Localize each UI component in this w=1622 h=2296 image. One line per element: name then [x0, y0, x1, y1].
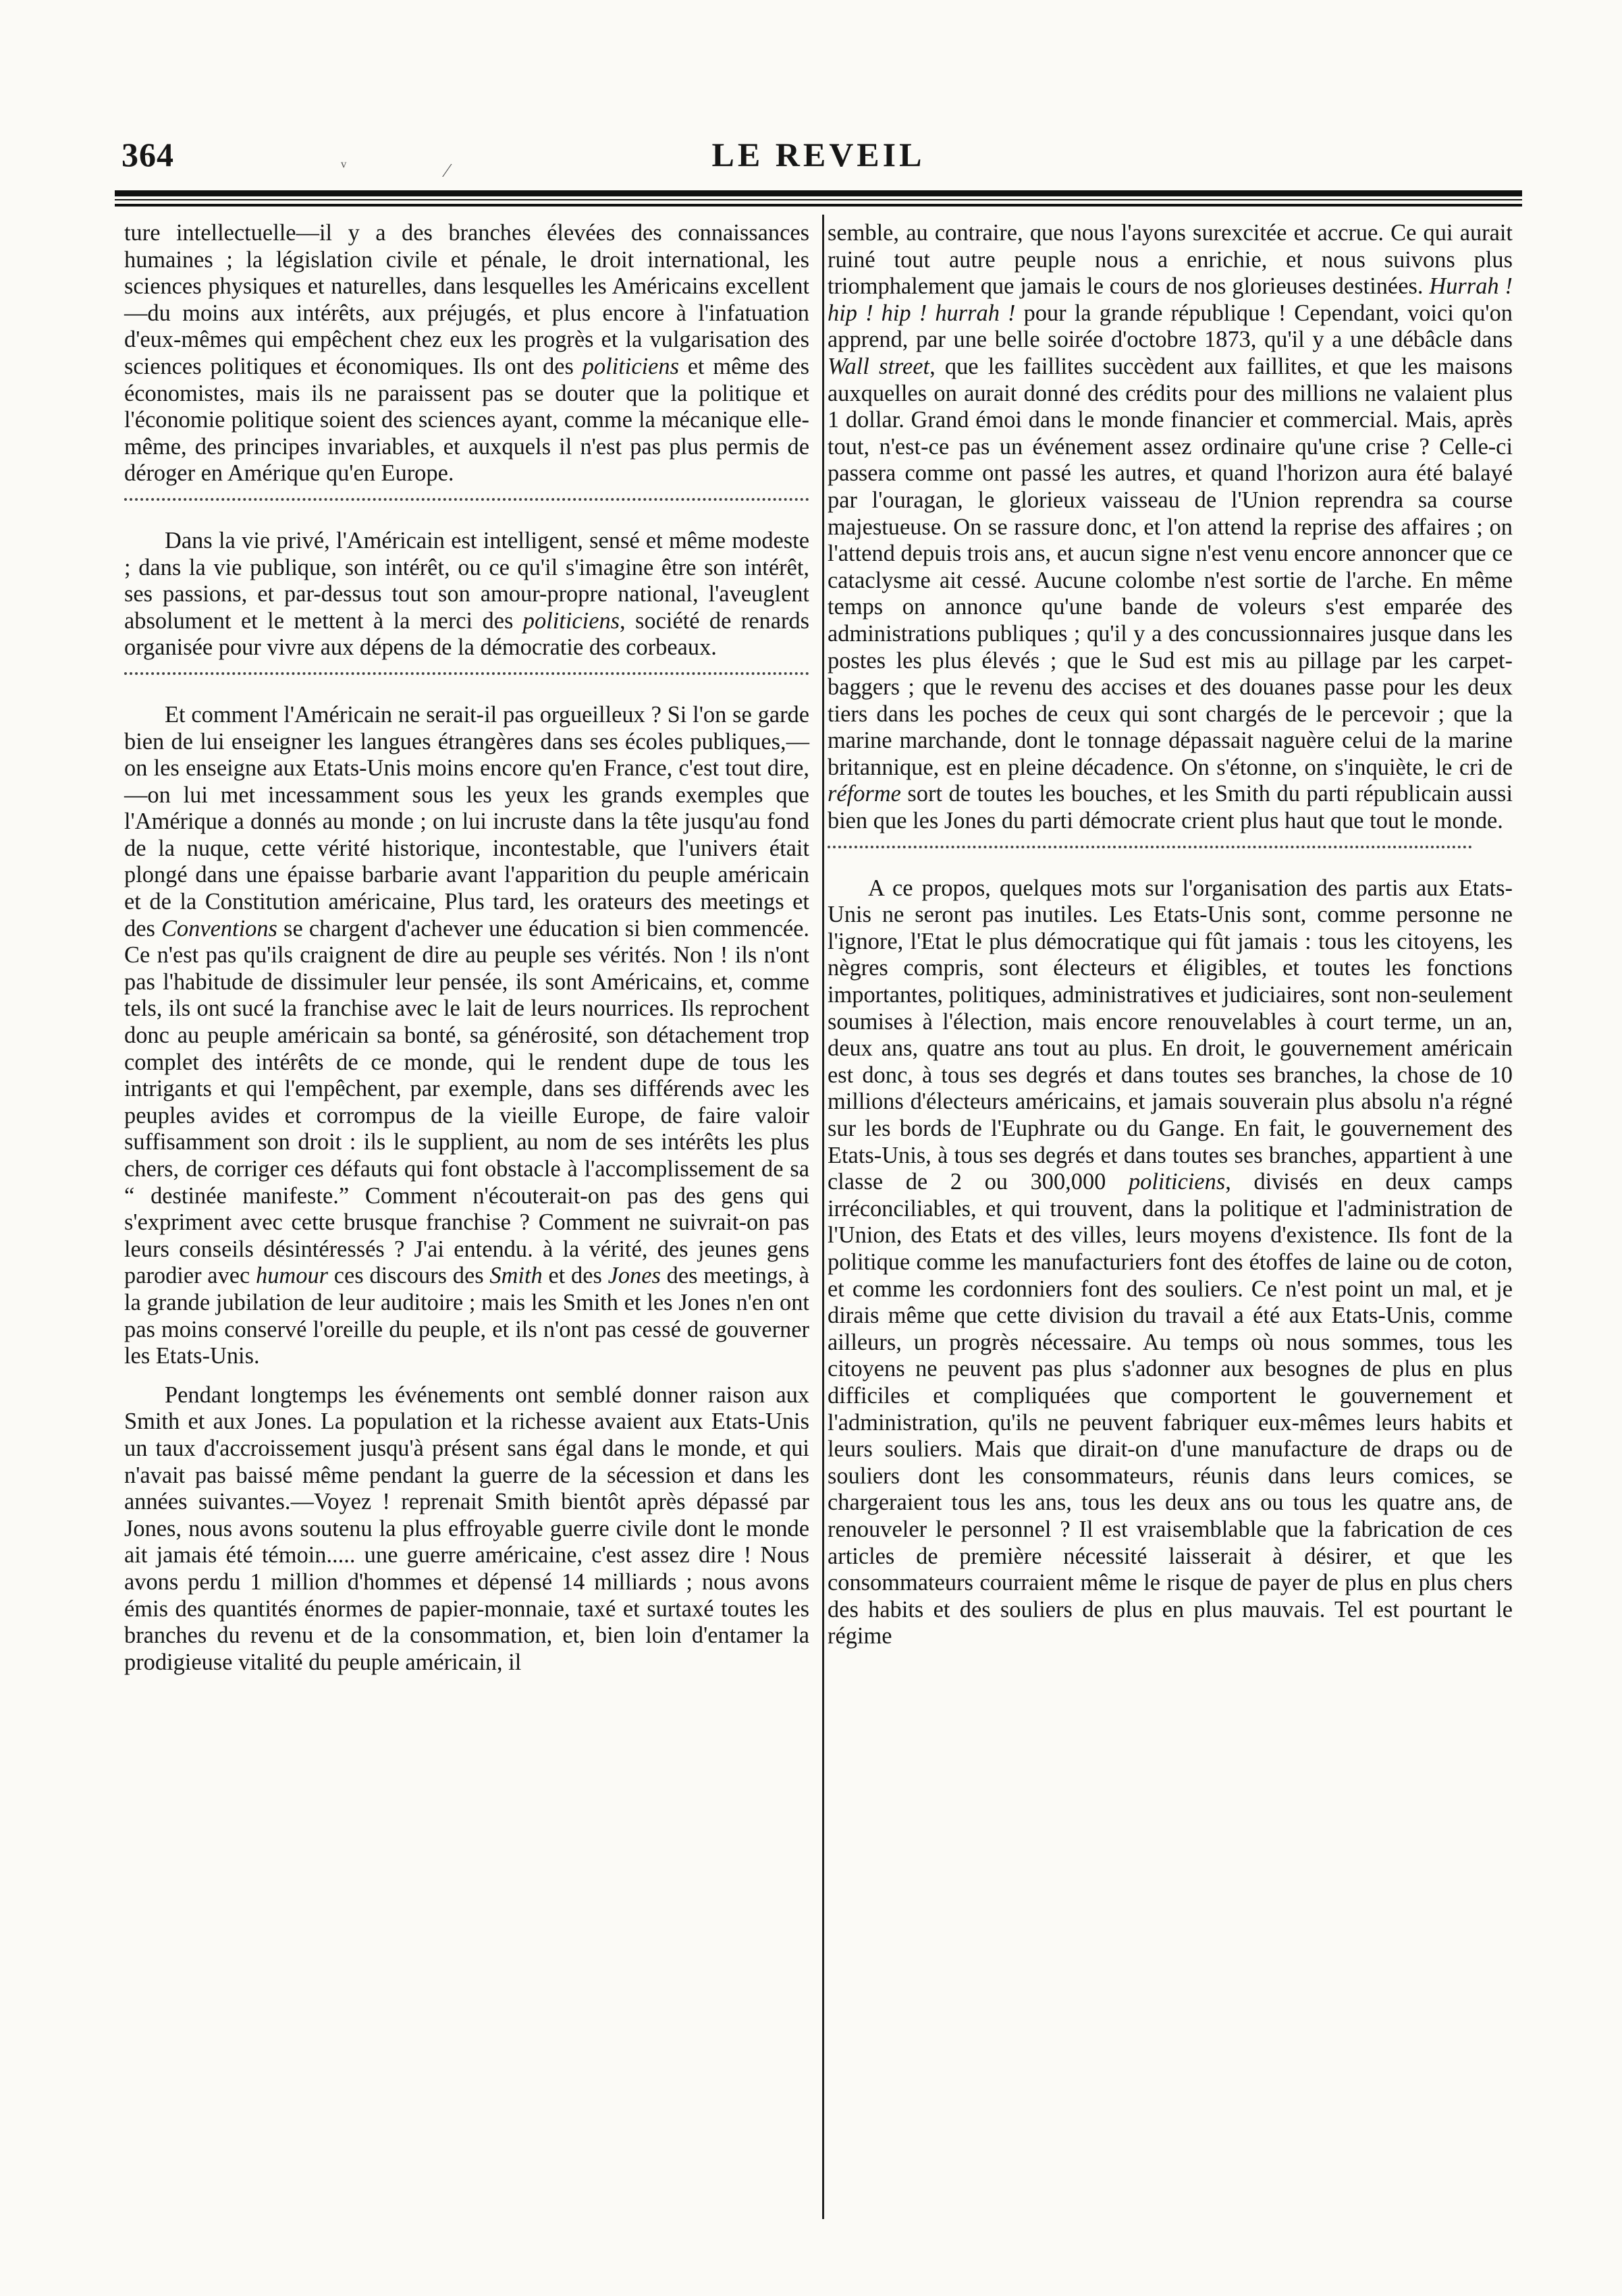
pencil-mark: ᵥ [341, 150, 347, 171]
left-column [124, 220, 809, 1676]
dotted-separator [124, 498, 809, 501]
paragraph: ture intellectuelle—il y a des branches élevées des connaissances humaines ; la législation civile et pénale, le droit international, les sciences physiques et naturelles, dans lesquelles les Américains excellent—du moins aux intérêts, aux préjugés, et plus encore à l'infatuation d'eux-mêmes qui empêchent chez eux les progrès et la vulgarisation des sciences politiques et économiques. Ils ont des politiciens et même des économistes, mais ils ne paraissent pas se douter que la politique et l'économie politique soient des sciences ayant, comme la mécanique elle-même, des principes invariables, et auxquels il n'est pas plus permis de déroger en Amérique qu'en Europe. [124, 220, 809, 487]
header-rule-second [115, 204, 1522, 207]
header-rule [115, 190, 1522, 196]
page-number: 364 [121, 136, 174, 173]
column-divider [822, 215, 824, 2219]
paragraph: Dans la vie privé, l'Américain est intelligent, sensé et même modeste ; dans la vie publique, son intérêt, ou ce qu'il s'imagine être son intérêt, ses passions, et par-dessus tout son amour-propre national, l'aveuglent absolument et le mettent à la merci des politiciens, société de renards organisée pour vivre aux dépens de la démocratie des corbeaux. [124, 527, 809, 661]
header-rule-thin [115, 199, 1522, 200]
paragraph: Et comment l'Américain ne serait-il pas orgueilleux ? Si l'on se garde bien de lui enseigner les langues étrangères dans ses écoles publiques,—on les enseigne aux Etats-Unis moins encore qu'en France, c'est tout dire,—on lui met incessamment sous les yeux les grands exemples que l'Amérique a donnés au monde ; on lui incruste dans la tête jusqu'au fond de la nuque, cette vérité historique, incontestable, que l'univers était plongé dans une épaisse barbarie avant l'apparition du peuple américain et de la Constitution américaine, Plus tard, les orateurs des meetings et des Conventions se chargent d'achever une éducation si bien commencée. Ce n'est pas qu'ils craignent de dire au peuple ses vérités. Non ! ils n'ont pas l'habitude de dissimuler leur pensée, ils sont Américains, et, comme tels, ils ont sucé la franchise avec le lait de leurs nourrices. Ils reprochent donc au peuple américain sa bonté, sa générosité, son détachement trop complet des intérêts de ce monde, qui le rendent dupe de tous les intrigants et qui l'empêchent, par exemple, dans ses différends avec les peuples avides et corrompus de la vieille Europe, de faire valoir suffisamment son droit : ils le supplient, au nom de ses intérêts les plus chers, de corriger ces défauts qui font obstacle à l'accomplissement de sa “ destinée manifeste.” Comment n'écouterait-on pas des gens qui s'expriment avec cette brusque franchise ? Comment ne suivrait-on pas leurs conseils désintéressés ? J'ai entendu. à la vérité, des jeunes gens parodier avec humour ces discours des Smith et des Jones des meetings, à la grande jubilation de leur auditoire ; mais les Smith et les Jones n'en ont pas moins conservé l'oreille du peuple, et ils n'ont pas cessé de gouverner les Etats-Unis. [124, 701, 809, 1369]
right-column [828, 220, 1513, 1650]
page-header [121, 135, 1515, 175]
dotted-separator [124, 672, 809, 675]
running-title: LE REVEIL [711, 136, 925, 173]
paragraph: A ce propos, quelques mots sur l'organisation des partis aux Etats-Unis ne seront pas inutiles. Les Etats-Unis sont, comme personne ne l'ignore, l'Etat le plus démocratique qui fût jamais : tous les citoyens, les nègres compris, sont électeurs et éligibles, et toutes les fonctions importantes, politiques, administratives et judiciaires, sont non-seulement soumises à l'élection, mais encore renouvelables à court terme, un an, deux ans, quatre ans tout au plus. En droit, le gouvernement américain est donc, à tous ses degrés et dans toutes ses branches, la chose de 10 millions d'électeurs américains, et jamais souverain plus absolu n'a régné sur les bords de l'Euphrate ou du Gange. En fait, le gouvernement des Etats-Unis, à tous ses degrés et dans toutes ses branches, appartient à une classe de 2 ou 300,000 politiciens, divisés en deux camps irréconciliables, et qui trouvent, dans la politique et l'administration de l'Union, des Etats et des villes, leurs moyens d'existence. Ils font de la politique comme les manufacturiers font des étoffes de laine ou de coton, et comme les cordonniers font des souliers. Ce n'est point un mal, et je dirais même que cette division du travail a été aux Etats-Unis, comme ailleurs, un progrès nécessaire. Au temps où nous sommes, tous les citoyens ne peuvent pas plus s'adonner aux besognes de plus en plus difficiles et compliquées que comportent le gouvernement et l'administration, qu'ils ne peuvent fabriquer eux-mêmes leurs habits et leurs souliers. Mais que dirait-on d'une manufacture de draps ou de souliers dont les consommateurs, réunis dans leurs comices, se chargeraient tous les ans, tous les deux ans ou tous les quatre ans, de renouveler le personnel ? Il est vraisemblable que la fabrication de ces articles de première nécessité laisserait à désirer, et que les consommateurs courraient même le risque de payer de plus en plus chers des habits et des souliers de plus en plus mauvais. Tel est pourtant le régime [828, 875, 1513, 1649]
paragraph: Pendant longtemps les événements ont semblé donner raison aux Smith et aux Jones. La population et la richesse avaient aux Etats-Unis un taux d'accroissement jusqu'à présent sans égal dans le monde, et qui n'avait pas baissé même pendant la guerre de la sécession et dans les années suivantes.—Voyez ! reprenait Smith bientôt après dépassé par Jones, nous avons soutenu la plus effroyable guerre civile dont le monde ait jamais été témoin..... une guerre américaine, c'est assez dire ! Nous avons perdu 1 million d'hommes et dépensé 14 milliards ; nous avons émis des quantités énormes de papier-monnaie, taxé et surtaxé toutes les branches du revenu et de la consommation, et, bien loin d'entamer la prodigieuse vitalité du peuple américain, il [124, 1382, 809, 1675]
paragraph: semble, au contraire, que nous l'ayons surexcitée et accrue. Ce qui aurait ruiné tout autre peuple nous a enrichie, et nous suivons plus triomphalement que jamais le cours de nos glorieuses destinées. Hurrah ! hip ! hip ! hurrah ! pour la grande république ! Cependant, voici qu'on apprend, par une belle soirée d'octobre 1873, qu'il y a une débâcle dans Wall street, que les faillites succèdent aux faillites, et que les maisons auxquelles on aurait donné des crédits pour des millions ne valaient plus 1 dollar. Grand émoi dans le monde financier et commercial. Mais, après tout, n'est-ce pas un événement assez ordinaire qu'une crise ? Celle-ci passera comme ont passé les autres, et quand l'horizon aura été balayé par l'ouragan, le glorieux vaisseau de l'Union reprendra sa course majestueuse. On se rassure donc, et l'on attend la reprise des affaires ; on l'attend depuis trois ans, et aucun signe n'est venu encore annoncer que ce cataclysme ait cessé. Aucune colombe n'est sortie de l'arche. En même temps on annonce qu'une bande de voleurs s'est emparée des administrations publiques ; qu'il y a des concussionnaires jusque dans les postes les plus élevés ; que le Sud est mis au pillage par les carpet-baggers ; que le revenu des accises et des douanes passe pour les deux tiers dans les poches de ceux qui sont chargés de le percevoir ; que la marine marchande, dont le tonnage dépassait naguère celui de la marine britannique, est en pleine décadence. On s'étonne, on s'inquiète, le cri de réforme sort de toutes les bouches, et les Smith du parti républicain aussi bien que les Jones du parti démocrate crient plus haut que tout le monde. [828, 220, 1513, 834]
pencil-mark: ⁄ [445, 161, 449, 182]
dotted-separator [828, 846, 1472, 848]
